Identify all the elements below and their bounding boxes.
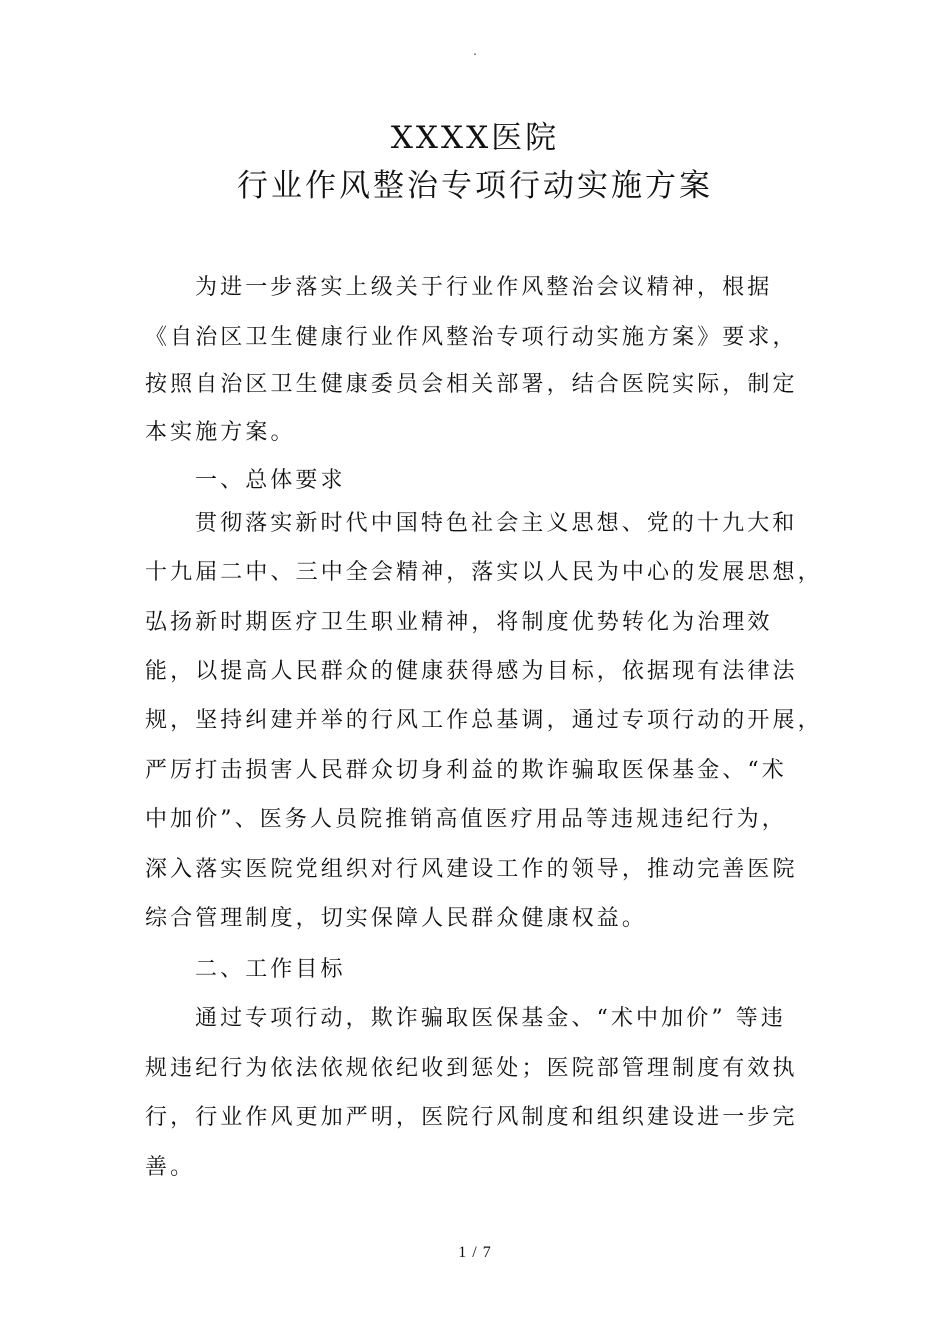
page-indicator: 1 / 7 — [458, 1244, 492, 1261]
body-line: 中加价”、医务人员院推销高值医疗用品等违规违纪行为， — [145, 807, 787, 832]
body-line: 规，坚持纠建并举的行风工作总基调，通过专项行动的开展， — [145, 708, 823, 733]
body-line: 严厉打击损害人民群众切身利益的欺诈骗取医保基金、“术 — [145, 758, 787, 783]
body-line: 规违纪行为依法依规依纪收到惩处；医院部管理制度有效执 — [145, 1056, 798, 1081]
document-title-line-2: 行业作风整治专项行动实施方案 — [237, 168, 713, 204]
body-line: 贯彻落实新时代中国特色社会主义思想、党的十九大和 — [195, 511, 798, 536]
body-line: 十九届二中、三中全会精神，落实以人民为中心的发展思想， — [145, 560, 823, 585]
body-line: 行，行业作风更加严明，医院行风制度和组织建设进一步完 — [145, 1105, 798, 1130]
section-heading-work-goals: 二、工作目标 — [195, 957, 346, 982]
body-line: 能，以提高人民群众的健康获得感为目标，依据现有法律法 — [145, 659, 798, 684]
body-line: 弘扬新时期医疗卫生职业精神，将制度优势转化为治理效 — [145, 610, 773, 635]
body-line: 《自治区卫生健康行业作风整治专项行动实施方案》要求， — [145, 325, 798, 350]
body-line: 为进一步落实上级关于行业作风整治会议精神，根据 — [195, 275, 773, 300]
body-line: 综合管理制度，切实保障人民群众健康权益。 — [145, 906, 648, 931]
body-line: 本实施方案。 — [145, 420, 296, 445]
body-line: 深入落实医院党组织对行风建设工作的领导，推动完善医院 — [145, 857, 798, 882]
section-heading-general-requirements: 一、总体要求 — [195, 468, 346, 493]
document-title-line-1: XXXX医院 — [390, 120, 560, 156]
body-line: 按照自治区卫生健康委员会相关部署，结合医院实际，制定 — [145, 372, 798, 397]
body-line: 通过专项行动，欺诈骗取医保基金、“术中加价” 等违 — [195, 1006, 786, 1031]
body-line: 善。 — [145, 1155, 196, 1180]
header-mark: . — [473, 44, 477, 59]
